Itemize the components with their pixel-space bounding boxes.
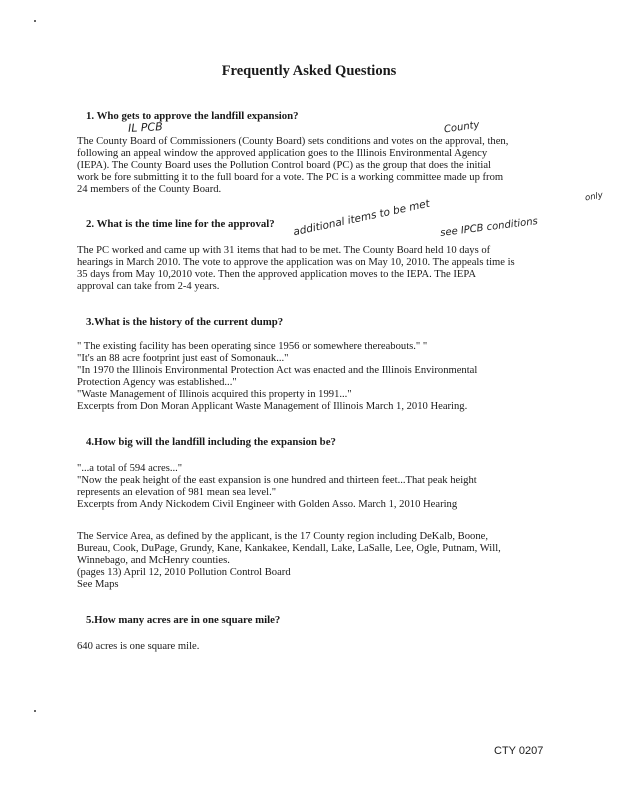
- scan-speck: [34, 20, 36, 22]
- answer-3-line: "Waste Management of Illinois acquired this property in 1991...": [77, 389, 352, 400]
- answer-4-line: "...a total of 594 acres...": [77, 463, 183, 474]
- answer-3-line: Excerpts from Don Moran Applicant Waste Management of Illinois March 1, 2010 Hearing.: [77, 401, 468, 412]
- question-3: 3.What is the history of the current dump?: [86, 316, 284, 328]
- handwritten-note-ipcb-conditions: see IPCB conditions: [439, 216, 539, 239]
- answer-1-line: following an appeal window the approved application goes to the Illinois Environmental Agency: [77, 148, 488, 159]
- document-id: CTY 0207: [494, 745, 544, 757]
- handwritten-note-county: County: [443, 119, 481, 136]
- page-title: Frequently Asked Questions: [221, 63, 397, 79]
- answer-2-line: hearings in March 2010. The vote to approve the application was on May 10, 2010. The appeals time is: [77, 257, 515, 268]
- handwritten-note-ilpcb: IL PCB: [127, 120, 164, 135]
- answer-4-line: represents an elevation of 981 mean sea level.": [77, 487, 277, 498]
- service-area-line: See Maps: [77, 579, 119, 590]
- handwritten-note-only: only: [584, 190, 604, 204]
- answer-5: 640 acres is one square mile.: [77, 641, 200, 652]
- answer-4-line: "Now the peak height of the east expansion is one hundred and thirteen feet...That peak height: [77, 475, 477, 486]
- service-area-line: Bureau, Cook, DuPage, Grundy, Kane, Kankakee, Kendall, Lake, LaSalle, Lee, Ogle, Putnam, Will,: [77, 543, 501, 554]
- answer-4-line: Excerpts from Andy Nickodem Civil Engineer with Golden Asso. March 1, 2010 Hearing: [77, 499, 458, 510]
- answer-1-line: work be fore submitting it to the full board for a vote. The PC is a working committee made up from: [77, 172, 504, 183]
- answer-3-line: "In 1970 the Illinois Environmental Protection Act was enacted and the Illinois Environmental: [77, 365, 478, 376]
- service-area-line: (pages 13) April 12, 2010 Pollution Control Board: [77, 567, 291, 578]
- answer-1-line: (IEPA). The County Board uses the Pollution Control board (PC) as the group that does the initial: [77, 160, 491, 171]
- service-area-line: Winnebago, and McHenry counties.: [77, 555, 230, 566]
- question-5: 5.How many acres are in one square mile?: [86, 614, 281, 626]
- answer-1-line: 24 members of the County Board.: [77, 184, 222, 195]
- question-4: 4.How big will the landfill including the expansion be?: [86, 436, 336, 448]
- answer-2-line: approval can take from 2-4 years.: [77, 281, 220, 292]
- answer-2-line: The PC worked and came up with 31 items that had to be met. The County Board held 10 days of: [77, 245, 491, 256]
- answer-3-line: "It's an 88 acre footprint just east of Somonauk...": [77, 353, 289, 364]
- scan-speck: [34, 710, 36, 712]
- question-2: 2. What is the time line for the approval?: [86, 218, 275, 230]
- answer-1-line: The County Board of Commissioners (County Board) sets conditions and votes on the approval, then,: [77, 136, 509, 147]
- handwritten-note-additional-items: additional items to be met: [292, 197, 431, 239]
- question-1: 1. Who gets to approve the landfill expansion?: [86, 110, 299, 122]
- answer-2-line: 35 days from May 10,2010 vote. Then the approved application moves to the IEPA. The IEPA: [77, 269, 476, 280]
- answer-3-line: " The existing facility has been operating since 1956 or somewhere thereabouts." ": [77, 341, 428, 352]
- service-area-line: The Service Area, as defined by the applicant, is the 17 County region including DeKalb, Boone,: [77, 531, 488, 542]
- answer-3-line: Protection Agency was established...": [77, 377, 237, 388]
